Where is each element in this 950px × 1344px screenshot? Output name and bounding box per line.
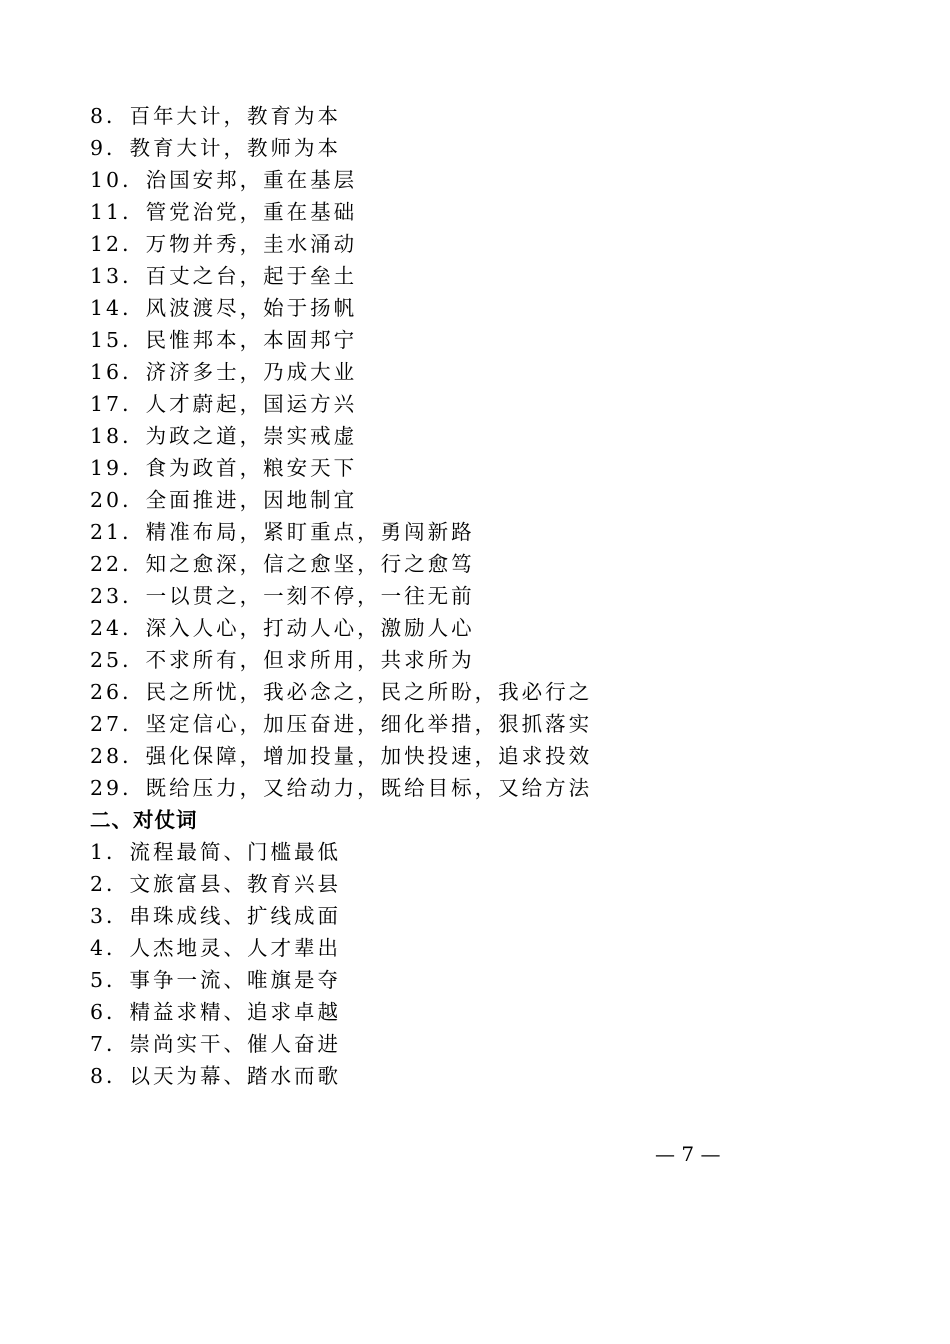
list-item: 19．食为政首，粮安天下 [90, 456, 358, 480]
list-item: 15．民惟邦本，本固邦宁 [90, 328, 358, 352]
list-item: 29．既给压力，又给动力，既给目标，又给方法 [90, 776, 593, 800]
list-item: 17．人才蔚起，国运方兴 [90, 392, 358, 416]
list-item: 13．百丈之台，起于垒土 [90, 264, 358, 288]
list-item: 10．治国安邦，重在基层 [90, 168, 358, 192]
list-item: 7．崇尚实干、催人奋进 [90, 1032, 342, 1056]
list-item: 23．一以贯之，一刻不停，一往无前 [90, 584, 475, 608]
list-item: 16．济济多士，乃成大业 [90, 360, 358, 384]
list-item: 28．强化保障，增加投量，加快投速，追求投效 [90, 744, 593, 768]
list-item: 12．万物并秀，圭水涌动 [90, 232, 358, 256]
list-item: 6．精益求精、追求卓越 [90, 1000, 342, 1024]
list-item: 3．串珠成线、扩线成面 [90, 904, 342, 928]
page-number: — 7 — [655, 1142, 721, 1166]
list-item: 26．民之所忧，我必念之，民之所盼，我必行之 [90, 680, 593, 704]
list-item: 5．事争一流、唯旗是夺 [90, 968, 342, 992]
list-item: 21．精准布局，紧盯重点，勇闯新路 [90, 520, 475, 544]
list-item: 24．深入人心，打动人心，激励人心 [90, 616, 475, 640]
list-item: 8．以天为幕、踏水而歌 [90, 1064, 342, 1088]
list-item: 14．风波渡尽，始于扬帆 [90, 296, 358, 320]
list-item: 22．知之愈深，信之愈坚，行之愈笃 [90, 552, 475, 576]
list-item: 18．为政之道，崇实戒虚 [90, 424, 358, 448]
list-item: 25．不求所有，但求所用，共求所为 [90, 648, 475, 672]
list-item: 27．坚定信心，加压奋进，细化举措，狠抓落实 [90, 712, 593, 736]
list-item: 4．人杰地灵、人才辈出 [90, 936, 342, 960]
section-heading: 二、对仗词 [90, 808, 198, 832]
document-body [90, 100, 870, 1092]
list-item: 1．流程最简、门槛最低 [90, 840, 342, 864]
list-item: 11．管党治党，重在基础 [90, 200, 358, 224]
list-item: 20．全面推进，因地制宜 [90, 488, 358, 512]
list-item: 9．教育大计，教师为本 [90, 136, 342, 160]
list-item: 2．文旅富县、教育兴县 [90, 872, 342, 896]
list-item: 8．百年大计，教育为本 [90, 104, 342, 128]
